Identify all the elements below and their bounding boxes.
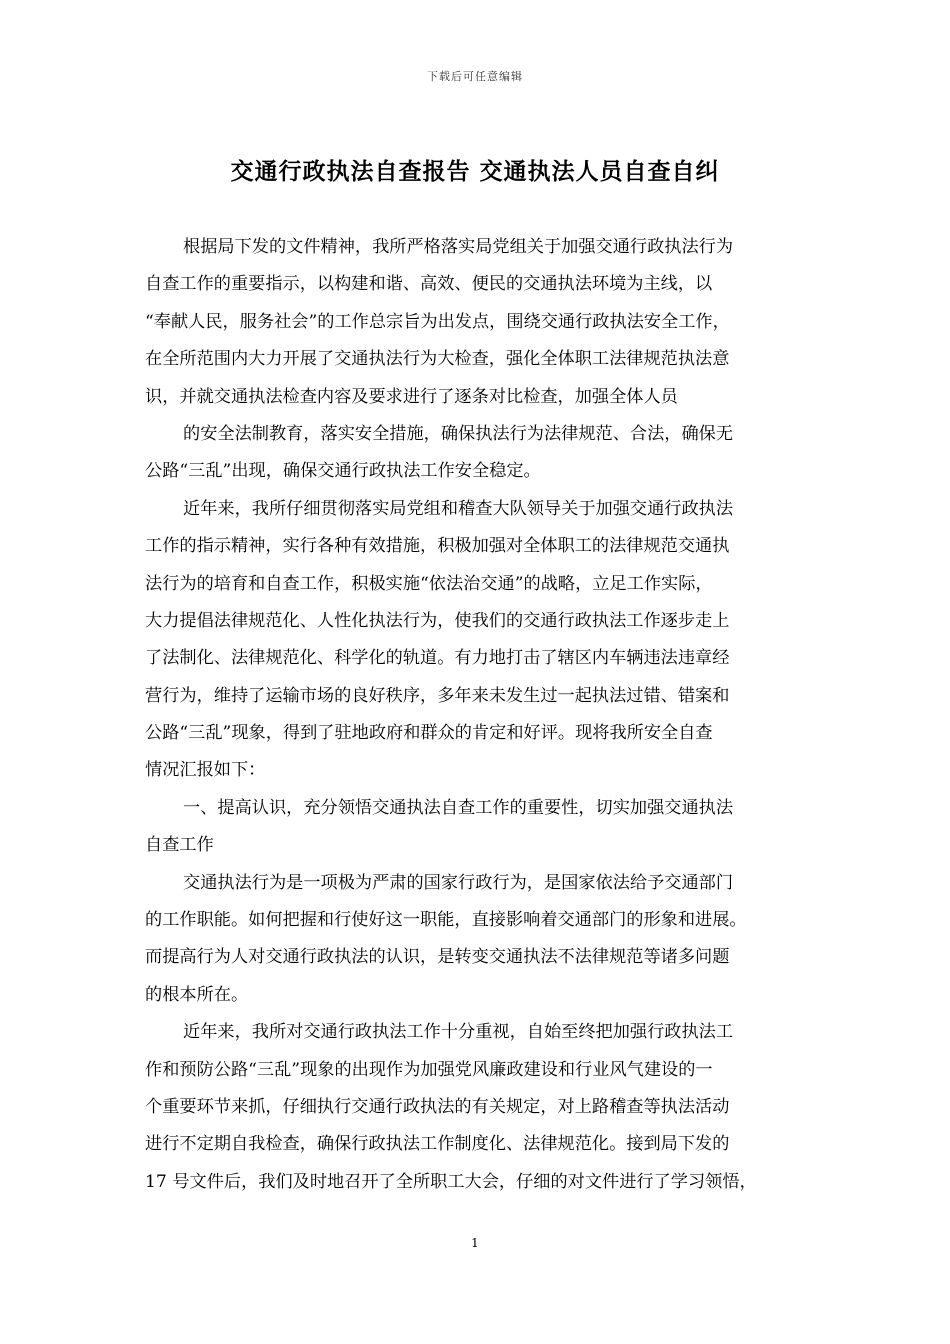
text-line: 的根本所在。 xyxy=(145,984,249,1005)
text-line: 了法制化、法律规范化、科学化的轨道。有力地打击了辖区内车辆违法违章经 xyxy=(145,648,730,669)
text-line: 近年来，我所仔细贯彻落实局党组和稽查大队领导关于加强交通行政执法 xyxy=(183,498,734,519)
text-line: 而提高行为人对交通行政执法的认识，是转变交通执法不法律规范等诸多问题 xyxy=(145,947,730,968)
text-line: 识，并就交通执法检查内容及要求进行了逐条对比检查，加强全体人员 xyxy=(145,386,678,407)
text-line: 根据局下发的文件精神，我所严格落实局党组关于加强交通行政执法行为 xyxy=(183,237,734,257)
text-line: 大力提倡法律规范化、人性化执法行为，使我们的交通行政执法工作逐步走上 xyxy=(145,610,730,631)
text-line: 情况汇报如下： xyxy=(145,760,266,781)
text-line: 公路“三乱”出现，确保交通行政执法工作安全稳定。 xyxy=(145,461,541,482)
text-line: 的安全法制教育，落实安全措施，确保执法行为法律规范、合法，确保无 xyxy=(183,423,734,444)
text-line: 法行为的培育和自查工作，积极实施“依法治交通”的战略，立足工作实际， xyxy=(145,573,713,594)
document-body xyxy=(145,229,810,1201)
text-line: 个重要环节来抓，仔细执行交通行政执法的有关规定，对上路稽查等执法活动 xyxy=(145,1096,730,1117)
text-line: 17 号文件后，我们及时地召开了全所职工大会，仔细的对文件进行了学习领悟， xyxy=(145,1171,757,1192)
text-line: 交通执法行为是一项极为严肃的国家行政行为，是国家依法给予交通部门 xyxy=(183,872,734,893)
header-note: 下载后可任意编辑 xyxy=(427,70,523,83)
text-line: 自查工作的重要指示，以构建和谐、高效、便民的交通执法环境为主线，以 xyxy=(145,274,713,295)
page-number: 1 xyxy=(471,1236,479,1250)
document-title: 交通行政执法自查报告 交通执法人员自查自纠 xyxy=(230,158,720,185)
text-line: 公路“三乱”现象，得到了驻地政府和群众的肯定和好评。现将我所安全自查 xyxy=(145,723,713,744)
text-line: 作和预防公路“三乱”现象的出现作为加强党风廉政建设和行业风气建设的一 xyxy=(145,1059,713,1080)
text-line: 一、提高认识，充分领悟交通执法自查工作的重要性，切实加强交通执法 xyxy=(183,797,734,818)
text-line: 自查工作 xyxy=(145,835,214,856)
text-line: 营行为，维持了运输市场的良好秩序，多年来未发生过一起执法过错、错案和 xyxy=(145,685,730,706)
text-line: 工作的指示精神，实行各种有效措施，积极加强对全体职工的法律规范交通执 xyxy=(145,536,730,557)
text-line: 在全所范围内大力开展了交通执法行为大检查，强化全体职工法律规范执法意 xyxy=(145,349,730,370)
text-line: 的工作职能。如何把握和行使好这一职能，直接影响着交通部门的形象和进展。 xyxy=(145,910,747,931)
text-line: 近年来，我所对交通行政执法工作十分重视，自始至终把加强行政执法工 xyxy=(183,1022,734,1043)
text-line: “奉献人民，服务社会”的工作总宗旨为出发点，围绕交通行政执法安全工作， xyxy=(145,311,730,332)
text-line: 进行不定期自我检查，确保行政执法工作制度化、法律规范化。接到局下发的 xyxy=(145,1134,730,1155)
